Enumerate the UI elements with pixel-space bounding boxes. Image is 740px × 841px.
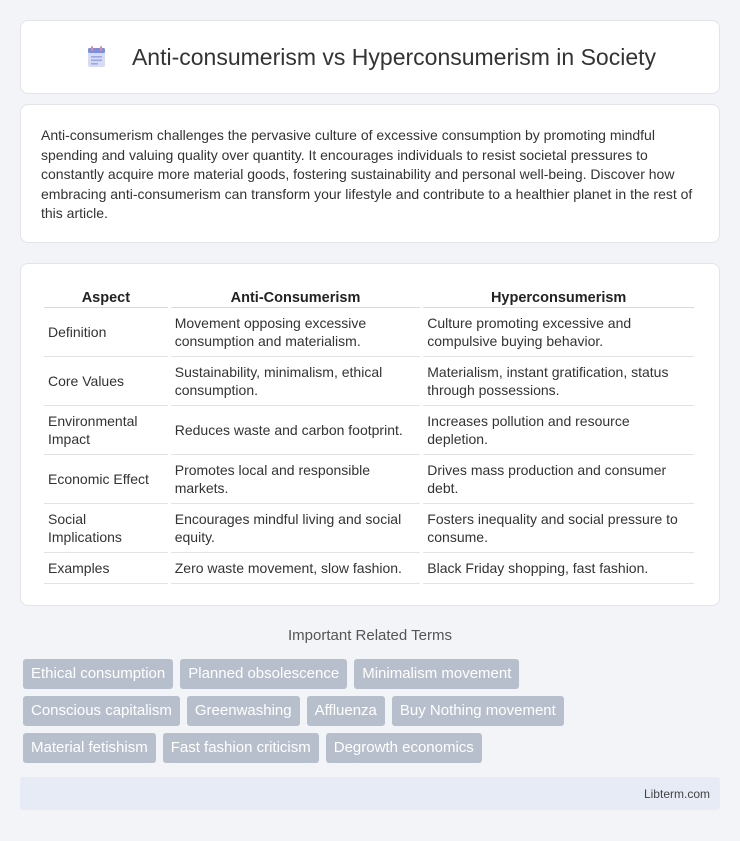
page-title: Anti-consumerism vs Hyperconsumerism in Society <box>131 43 657 70</box>
anti-consumerism-cell: Zero waste movement, slow fashion. <box>171 553 421 584</box>
footer <box>20 777 720 810</box>
comparison-table-card <box>20 263 720 606</box>
hyperconsumerism-cell: Materialism, instant gratification, status through possessions. <box>423 357 694 406</box>
header-card <box>20 20 720 94</box>
table-row <box>44 553 694 584</box>
table-header-row <box>44 286 694 308</box>
related-terms-title: Important Related Terms <box>288 627 452 644</box>
intro-text: Anti-consumerism challenges the pervasive culture of excessive consumption by promoting mindful spending and valuing quality over quantity. It encourages individuals to resist societal pressures to constantly acquire more material goods, fostering sustainability and personal well-being. Discover how embracing anti-consumerism can transform your lifestyle and contribute to a healthier planet in the rest of this article. <box>41 127 693 222</box>
table-row <box>44 357 694 406</box>
hyperconsumerism-cell: Black Friday shopping, fast fashion. <box>423 553 694 584</box>
intro-card <box>20 104 720 243</box>
tag-planned-obsolescence[interactable]: Planned obsolescence <box>180 659 347 689</box>
hyperconsumerism-cell: Drives mass production and consumer debt. <box>423 455 694 504</box>
tag-row <box>23 733 723 763</box>
table-row <box>44 455 694 504</box>
aspect-cell: Economic Effect <box>44 455 168 504</box>
aspect-cell: Core Values <box>44 357 168 406</box>
table-row <box>44 504 694 553</box>
header-aspect: Aspect <box>44 286 168 308</box>
anti-consumerism-cell: Encourages mindful living and social equity. <box>171 504 421 553</box>
anti-consumerism-cell: Promotes local and responsible markets. <box>171 455 421 504</box>
tag-material-fetishism[interactable]: Material fetishism <box>23 733 156 763</box>
table-row <box>44 308 694 357</box>
anti-consumerism-cell: Reduces waste and carbon footprint. <box>171 406 421 455</box>
hyperconsumerism-cell: Fosters inequality and social pressure to consume. <box>423 504 694 553</box>
aspect-cell: Definition <box>44 308 168 357</box>
aspect-cell: Social Implications <box>44 504 168 553</box>
anti-consumerism-cell: Sustainability, minimalism, ethical consumption. <box>171 357 421 406</box>
tag-row <box>23 696 723 726</box>
anti-consumerism-cell: Movement opposing excessive consumption and materialism. <box>171 308 421 357</box>
footer-site-link[interactable]: Libterm.com <box>643 786 710 801</box>
tag-affluenza[interactable]: Affluenza <box>307 696 385 726</box>
tag-ethical-consumption[interactable]: Ethical consumption <box>23 659 173 689</box>
tag-row <box>23 659 723 689</box>
header-hyperconsumerism: Hyperconsumerism <box>423 286 694 308</box>
tag-buy-nothing-movement[interactable]: Buy Nothing movement <box>392 696 564 726</box>
document-icon <box>84 44 110 70</box>
tag-degrowth-economics[interactable]: Degrowth economics <box>326 733 482 763</box>
tag-conscious-capitalism[interactable]: Conscious capitalism <box>23 696 180 726</box>
hyperconsumerism-cell: Culture promoting excessive and compulsive buying behavior. <box>423 308 694 357</box>
related-terms-tags <box>23 659 723 770</box>
aspect-cell: Examples <box>44 553 168 584</box>
aspect-cell: Environmental Impact <box>44 406 168 455</box>
comparison-table <box>41 286 697 584</box>
tag-fast-fashion-criticism[interactable]: Fast fashion criticism <box>163 733 319 763</box>
tag-greenwashing[interactable]: Greenwashing <box>187 696 300 726</box>
table-row <box>44 406 694 455</box>
hyperconsumerism-cell: Increases pollution and resource depletion. <box>423 406 694 455</box>
header-anti-consumerism: Anti-Consumerism <box>171 286 421 308</box>
tag-minimalism-movement[interactable]: Minimalism movement <box>354 659 519 689</box>
title-wrap <box>84 44 656 71</box>
